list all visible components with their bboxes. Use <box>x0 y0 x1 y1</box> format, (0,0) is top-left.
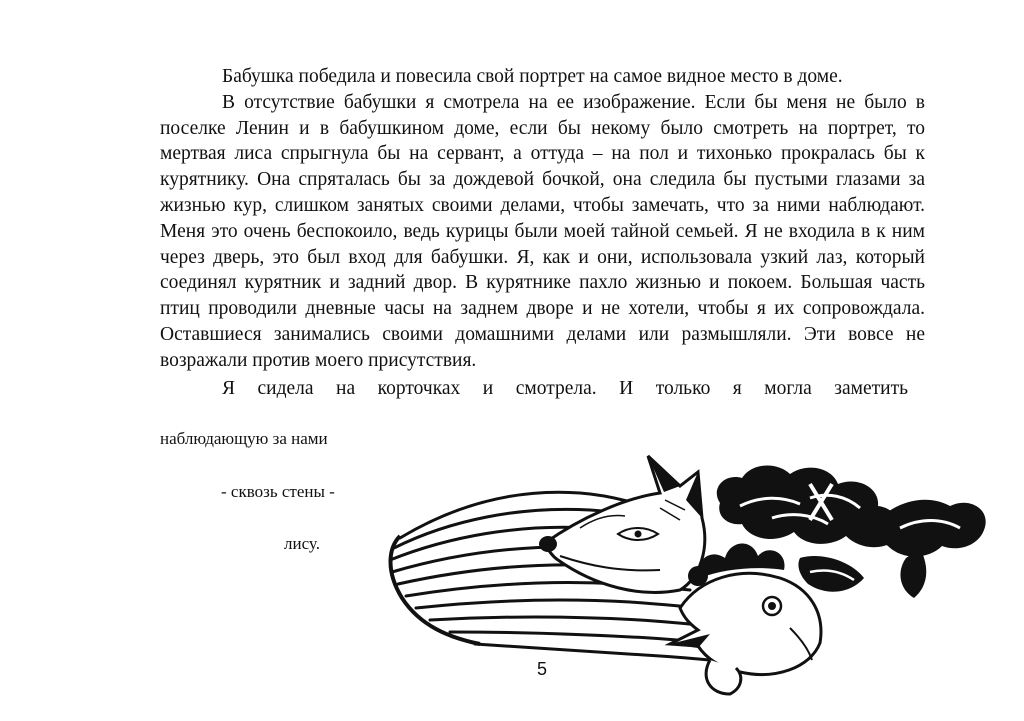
tail-line-1: наблюдающую за нами <box>160 429 328 448</box>
tail-line-3: лису. <box>284 534 320 553</box>
fox-rooster-illustration-icon <box>380 448 990 698</box>
tail-line-2: - сквозь стены - <box>221 482 335 501</box>
page-number: 5 <box>536 659 547 679</box>
body-text <box>160 64 925 374</box>
paragraph-1: Бабушка победила и повесила свой портрет на самое видное место в доме. <box>222 66 843 87</box>
paragraph-3-line: Я сидела на корточках и смотрела. И только я могла заметить <box>222 378 908 399</box>
paragraph-2: В отсутствие бабушки я смотрела на ее изображение. Если бы меня не было в поселке Ленин и в бабушкином доме, если бы некому было смотреть на портрет, то мертвая лиса спрыгнула бы на сервант, а оттуда – на пол и тихонько прокралась бы к курятнику. Она спряталась бы за дождевой бочкой, она следила бы пустыми глазами за жизнью кур, слишком занятых своими делами, чтобы замечать, что за ними наблюдают. Меня это очень беспокоило, ведь курицы были моей тайной семьей. Я не входила в к ним через дверь, это был вход для бабушки. Я, как и они, использовала узкий лаз, который соединял курятник и задний двор. В курятнике пахло жизнью и покоем. Большая часть птиц проводили дневные часы на заднем дворе и не хотели, чтобы я их сопровождала. Оставшиеся занимались своими домашними делами или размышляли. Эти вовсе не возражали против моего присутствия. <box>160 91 925 371</box>
fox-head <box>539 456 705 592</box>
